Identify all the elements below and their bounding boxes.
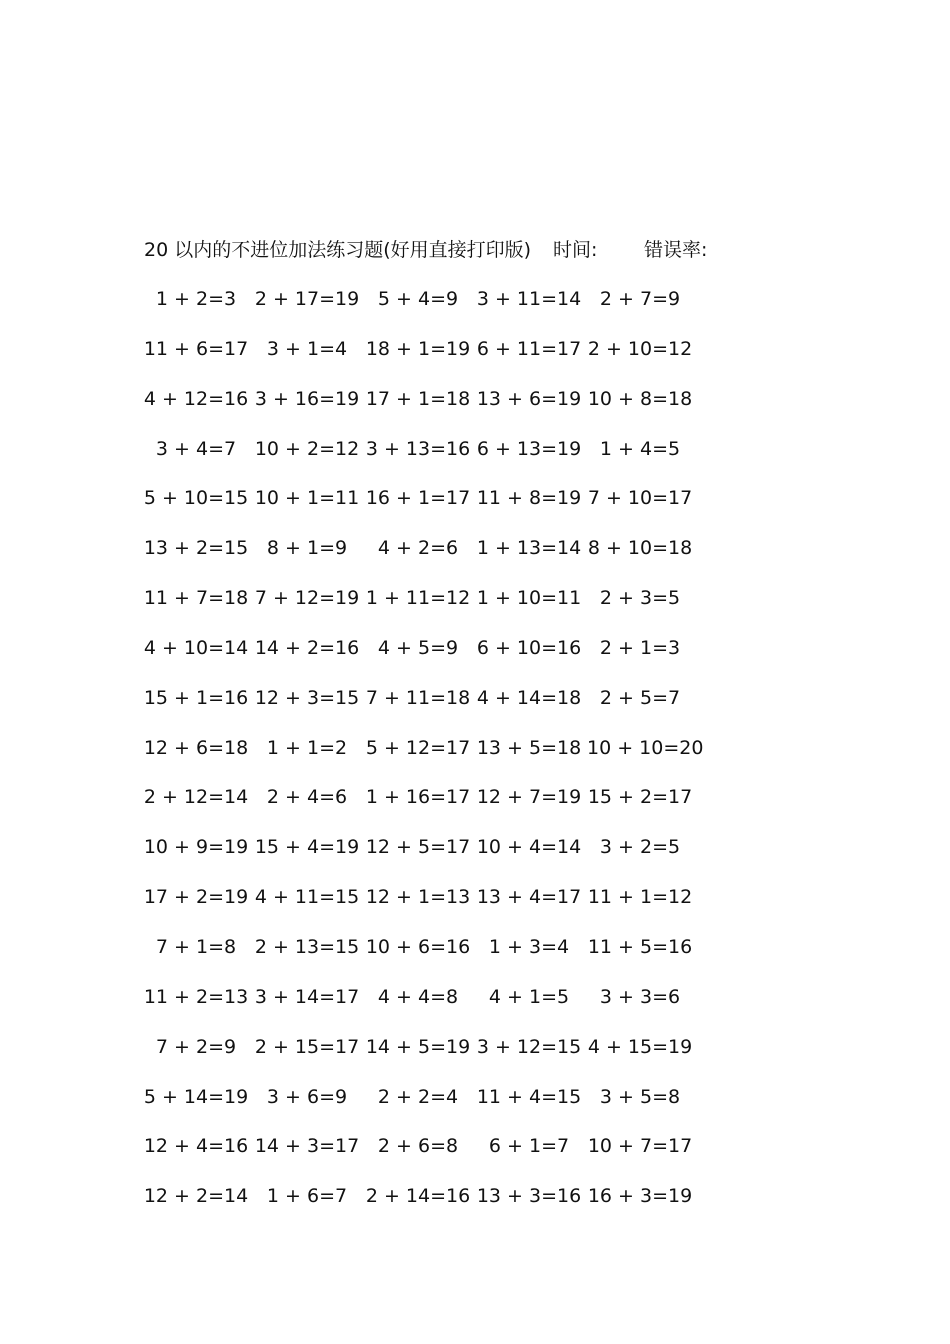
addition-problem: 5 + 12=17 [365,736,471,759]
addition-problem: 1 + 11=12 [365,587,471,610]
addition-problem: 12 + 5=17 [365,836,471,859]
problem-row [143,882,706,932]
problem-row [143,384,706,434]
problem-row [143,982,706,1032]
problem-row [146,434,706,484]
addition-problem: 4 + 12=16 [143,387,249,410]
addition-problem: 1 + 2=3 [155,288,237,310]
addition-problem: 2 + 14=16 [365,1185,471,1208]
addition-problem: 4 + 11=15 [254,886,360,909]
problem-row [143,533,706,583]
addition-problem: 8 + 1=9 [266,537,348,560]
addition-problem: 6 + 1=7 [488,1135,570,1158]
addition-problem: 1 + 13=14 [476,537,582,560]
addition-problem: 3 + 5=8 [599,1085,681,1108]
addition-problem: 7 + 2=9 [155,1035,237,1058]
addition-problem: 1 + 1=2 [266,736,348,759]
addition-problem: 2 + 7=9 [599,288,681,310]
addition-problem: 10 + 10=20 [587,736,704,759]
addition-problem: 3 + 6=9 [266,1085,348,1108]
addition-problem: 1 + 6=7 [266,1185,348,1208]
addition-problem: 11 + 5=16 [587,935,693,958]
addition-problem: 6 + 11=17 [476,337,582,360]
addition-problem: 18 + 1=19 [365,337,471,360]
problem-row [143,683,706,733]
addition-problem: 2 + 10=12 [587,337,693,360]
addition-problem: 14 + 5=19 [365,1035,471,1058]
addition-problem: 13 + 6=19 [476,387,582,410]
addition-problem: 17 + 2=19 [143,886,249,909]
addition-problem: 10 + 1=11 [254,487,360,510]
problem-row [143,733,706,783]
addition-problem: 4 + 10=14 [143,636,249,659]
addition-problem: 7 + 11=18 [365,686,471,709]
addition-problem: 7 + 1=8 [155,935,237,958]
addition-problem: 12 + 7=19 [476,786,582,809]
addition-problem: 3 + 3=6 [599,985,681,1008]
addition-problem: 12 + 2=14 [143,1185,249,1208]
problem-row [143,782,706,832]
addition-problem: 13 + 3=16 [476,1185,582,1208]
addition-problem: 3 + 14=17 [254,985,360,1008]
addition-problem: 13 + 4=17 [476,886,582,909]
addition-problem: 10 + 4=14 [476,836,582,859]
addition-problem: 2 + 1=3 [599,636,681,659]
addition-problem: 4 + 14=18 [476,686,582,709]
addition-problem: 10 + 9=19 [143,836,249,859]
problem-row [146,932,706,982]
addition-problem: 4 + 2=6 [377,537,459,560]
addition-problem: 3 + 2=5 [599,836,681,859]
addition-problem: 16 + 1=17 [365,487,471,510]
addition-problem: 11 + 2=13 [143,985,249,1008]
problem-row [146,1032,706,1082]
addition-problem: 10 + 7=17 [587,1135,693,1158]
addition-problem: 15 + 4=19 [254,836,360,859]
addition-problem: 1 + 3=4 [488,935,570,958]
addition-problem: 4 + 15=19 [587,1035,693,1058]
addition-problem: 7 + 10=17 [587,487,693,510]
addition-problem: 2 + 15=17 [254,1035,360,1058]
addition-problem: 2 + 17=19 [254,288,360,310]
time-label: 时间: [553,239,598,261]
worksheet-title: 20 以内的不进位加法练习题(好用直接打印版) [144,239,532,261]
addition-problem: 14 + 3=17 [254,1135,360,1158]
addition-problem: 6 + 13=19 [476,437,582,460]
addition-problem: 17 + 1=18 [365,387,471,410]
addition-problem: 16 + 3=19 [587,1185,693,1208]
addition-problem: 11 + 1=12 [587,886,693,909]
addition-problem: 3 + 11=14 [476,288,582,310]
addition-problem: 2 + 13=15 [254,935,360,958]
addition-problem: 3 + 13=16 [365,437,471,460]
problem-row [143,1181,706,1231]
problem-row [143,334,706,384]
problem-row [143,633,706,683]
addition-problem: 2 + 3=5 [599,587,681,610]
addition-problem: 4 + 5=9 [377,636,459,659]
addition-problem: 12 + 1=13 [365,886,471,909]
addition-problem: 3 + 1=4 [266,337,348,360]
addition-problem: 8 + 10=18 [587,537,693,560]
addition-problem: 7 + 12=19 [254,587,360,610]
addition-problem: 13 + 2=15 [143,537,249,560]
addition-problem: 12 + 6=18 [143,736,249,759]
problem-row [143,583,706,633]
addition-problem: 11 + 6=17 [143,337,249,360]
addition-problem: 2 + 5=7 [599,686,681,709]
addition-problem: 2 + 12=14 [143,786,249,809]
error-rate-label: 错误率: [644,239,708,261]
addition-problem: 6 + 10=16 [476,636,582,659]
addition-problem: 12 + 4=16 [143,1135,249,1158]
addition-problem: 5 + 10=15 [143,487,249,510]
addition-problem: 11 + 8=19 [476,487,582,510]
addition-problem: 15 + 1=16 [143,686,249,709]
addition-problem: 4 + 1=5 [488,985,570,1008]
addition-problem: 15 + 2=17 [587,786,693,809]
addition-problem: 2 + 4=6 [266,786,348,809]
addition-problem: 1 + 10=11 [476,587,582,610]
addition-problem: 2 + 2=4 [377,1085,459,1108]
addition-problem: 10 + 6=16 [365,935,471,958]
addition-problem: 12 + 3=15 [254,686,360,709]
addition-problem: 1 + 4=5 [599,437,681,460]
problem-grid [143,284,706,1231]
addition-problem: 4 + 4=8 [377,985,459,1008]
problem-row [143,1082,706,1132]
addition-problem: 11 + 7=18 [143,587,249,610]
addition-problem: 10 + 2=12 [254,437,360,460]
addition-problem: 3 + 12=15 [476,1035,582,1058]
problem-row [143,483,706,533]
addition-problem: 3 + 16=19 [254,387,360,410]
addition-problem: 2 + 6=8 [377,1135,459,1158]
problem-row [143,832,706,882]
addition-problem: 14 + 2=16 [254,636,360,659]
addition-problem: 3 + 4=7 [155,437,237,460]
addition-problem: 10 + 8=18 [587,387,693,410]
addition-problem: 11 + 4=15 [476,1085,582,1108]
addition-problem: 13 + 5=18 [476,736,582,759]
problem-row [143,1131,706,1181]
addition-problem: 5 + 14=19 [143,1085,249,1108]
addition-problem: 5 + 4=9 [377,288,459,310]
addition-problem: 1 + 16=17 [365,786,471,809]
problem-row [146,284,706,334]
